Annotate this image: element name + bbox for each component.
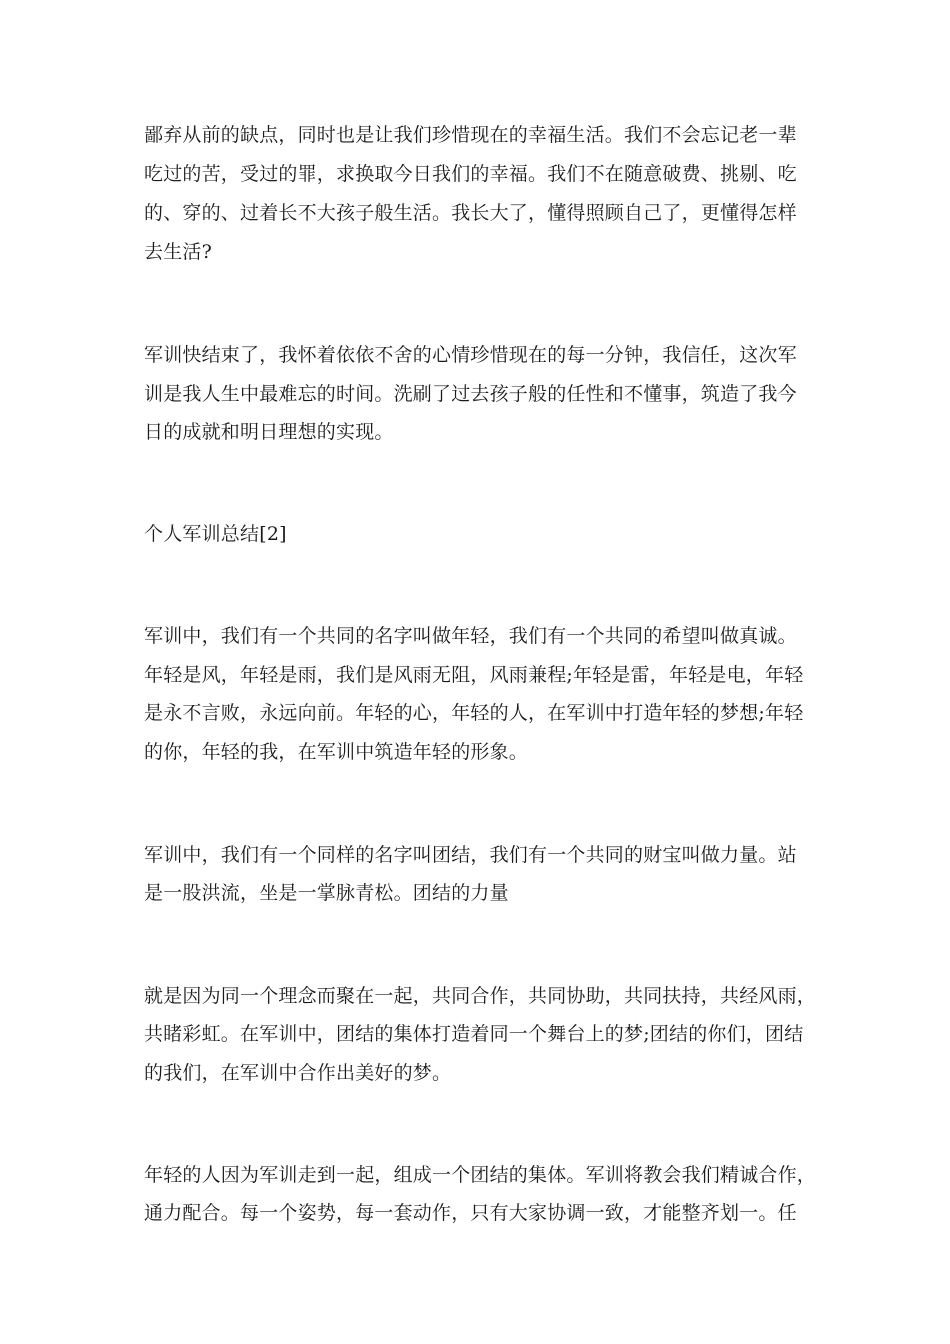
paragraph-2-line-1: 军训快结束了，我怀着依依不舍的心情珍惜现在的每一分钟，我信任，这次军	[144, 344, 797, 366]
paragraph-5-line-2: 是一股洪流，坐是一掌脉青松。团结的力量	[144, 882, 509, 904]
paragraph-1-line-4: 去生活?	[144, 241, 212, 263]
paragraph-2-line-3: 日的成就和明日理想的实现。	[144, 421, 394, 443]
paragraph-6-line-2: 共睹彩虹。在军训中，团结的集体打造着同一个舞台上的梦;团结的你们，团结	[144, 1023, 804, 1045]
paragraph-7-line-1: 年轻的人因为军训走到一起，组成一个团结的集体。军训将教会我们精诚合作，	[144, 1164, 817, 1186]
paragraph-1-line-1: 鄙弃从前的缺点，同时也是让我们珍惜现在的幸福生活。我们不会忘记老一辈	[144, 124, 797, 146]
paragraph-4-line-2: 年轻是风，年轻是雨，我们是风雨无阻，风雨兼程;年轻是雷，年轻是电，年轻	[144, 664, 804, 686]
paragraph-6-line-3: 的我们，在军训中合作出美好的梦。	[144, 1062, 452, 1084]
paragraph-4-line-4: 的你，年轻的我，在军训中筑造年轻的形象。	[144, 741, 529, 763]
paragraph-5-line-1: 军训中，我们有一个同样的名字叫团结，我们有一个共同的财宝叫做力量。站	[144, 844, 797, 866]
paragraph-1-line-3: 的、穿的、过着长不大孩子般生活。我长大了，懂得照顾自己了，更懂得怎样	[144, 202, 797, 224]
section-heading: 个人军训总结[2]	[144, 523, 287, 545]
paragraph-7-line-2: 通力配合。每一个姿势，每一套动作，只有大家协调一致，才能整齐划一。任	[144, 1202, 797, 1224]
paragraph-4-line-3: 是永不言败，永远向前。年轻的心，年轻的人，在军训中打造年轻的梦想;年轻	[144, 702, 804, 724]
paragraph-4-line-1: 军训中，我们有一个共同的名字叫做年轻，我们有一个共同的希望叫做真诚。	[144, 625, 797, 647]
paragraph-6-line-1: 就是因为同一个理念而聚在一起，共同合作，共同协助，共同扶持，共经风雨，	[144, 985, 817, 1007]
paragraph-1-line-2: 吃过的苦，受过的罪，求换取今日我们的幸福。我们不在随意破费、挑剔、吃	[144, 163, 797, 185]
paragraph-2-line-2: 训是我人生中最难忘的时间。洗刷了过去孩子般的任性和不懂事，筑造了我今	[144, 383, 797, 405]
